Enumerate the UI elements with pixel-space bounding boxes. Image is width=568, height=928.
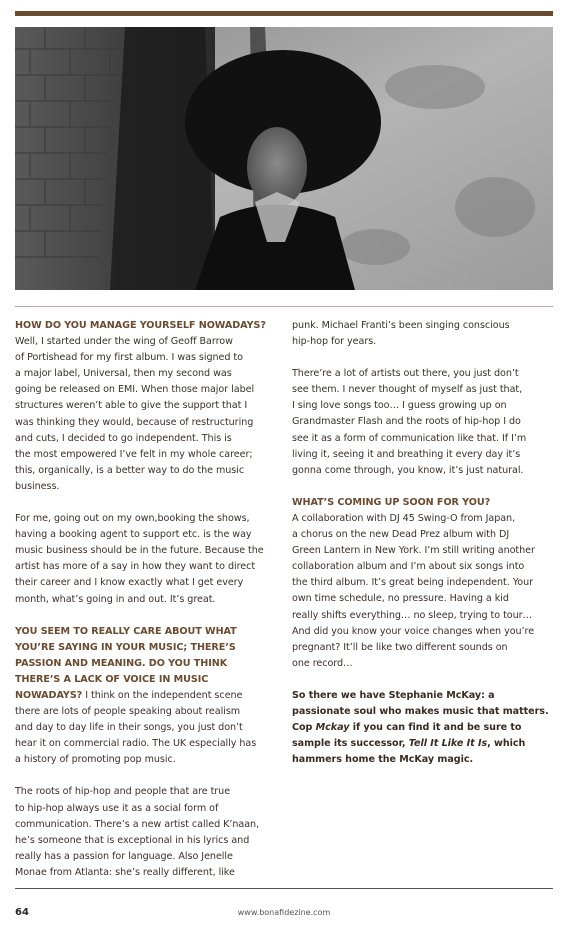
paragraph	[15, 511, 277, 608]
text-line: collaboration album and I’m about six songs into	[292, 561, 525, 573]
text-line: pregnant? It’ll be like two different sounds on	[292, 641, 508, 653]
text-line: Cop	[292, 722, 316, 734]
portrait-photo-icon	[15, 27, 553, 290]
question-heading: PASSION AND MEANING. DO YOU THINK	[15, 657, 228, 669]
text-line: So there we have Stephanie McKay: a	[292, 689, 495, 701]
section-divider	[15, 306, 553, 307]
portrait-photo	[15, 27, 553, 290]
text-line: a major label, Universal, then my second was	[15, 368, 232, 380]
text-line: sample its successor,	[292, 738, 409, 750]
top-rule	[15, 11, 553, 16]
text-line: I sing love songs too… I guess growing up on	[292, 400, 507, 412]
text-line: A collaboration with DJ 45 Swing-O from Japan,	[292, 512, 516, 524]
question-heading: YOU SEEM TO REALLY CARE ABOUT WHAT	[15, 625, 237, 637]
text-line: living it, seeing it and breathing it every day it’s	[292, 448, 521, 460]
text-line: see them. I never thought of myself as just that,	[292, 384, 523, 396]
paragraph	[292, 495, 554, 672]
left-column	[15, 318, 277, 897]
paragraph	[15, 784, 277, 881]
text-line: really shifts everything… no sleep, trying to tour…	[292, 609, 533, 621]
text-line: Green Lantern in New York. I’m still writing another	[292, 545, 535, 557]
text-line: hip-hop for years.	[292, 336, 377, 348]
footer-rule	[15, 888, 553, 889]
text-line: gonna come through, you know, it’s just natural.	[292, 464, 524, 476]
text-line: this, organically, is a better way to do the music	[15, 464, 245, 476]
album-title: Mckay	[315, 722, 350, 734]
text-line: , which	[487, 738, 526, 750]
text-line: There’re a lot of artists out there, you just don’t	[292, 368, 519, 380]
text-line: month, what’s going in and out. It’s great.	[15, 593, 216, 605]
text-line: a chorus on the new Dead Prez album with DJ	[292, 529, 510, 541]
paragraph	[15, 318, 277, 495]
text-line: was thinking they would, because of restructuring	[15, 416, 254, 428]
text-line: if you can find it and be sure to	[349, 722, 522, 734]
text-line: passionate soul who makes music that matters.	[292, 705, 549, 717]
text-line: I think on the independent scene	[82, 689, 243, 701]
text-line: their career and I know exactly what I get every	[15, 577, 244, 589]
question-heading: YOU’RE SAYING IN YOUR MUSIC; THERE’S	[15, 641, 236, 653]
text-line: a history of promoting pop music.	[15, 754, 176, 766]
text-line: business.	[15, 480, 60, 492]
paragraph	[15, 624, 277, 769]
text-line: communication. There’s a new artist called K’naan,	[15, 818, 260, 830]
text-line: to hip-hop always use it as a social form of	[15, 802, 219, 814]
text-line: hammers home the McKay magic.	[292, 754, 474, 766]
text-line: Grandmaster Flash and the roots of hip-hop I do	[292, 416, 521, 428]
text-line: and cuts, I decided to go independent. This is	[15, 432, 232, 444]
website-url: www.bonafidezine.com	[237, 908, 331, 917]
closing-paragraph	[292, 688, 554, 768]
album-title: Tell It Like It Is	[408, 738, 488, 750]
text-line: artist has more of a say in how they want to direct	[15, 561, 256, 573]
text-line: going be released on EMI. When those major label	[15, 384, 255, 396]
text-line: there are lots of people speaking about realism	[15, 706, 241, 718]
paragraph	[292, 318, 554, 350]
text-line: of Portishead for my first album. I was signed to	[15, 352, 243, 364]
question-heading: HOW DO YOU MANAGE YOURSELF NOWADAYS?	[15, 320, 266, 331]
text-line: having a booking agent to support etc. is the way	[15, 529, 252, 541]
text-line: Monae from Atlanta: she’s really different, like	[15, 866, 235, 878]
text-line: he’s someone that is exceptional in his lyrics and	[15, 834, 250, 846]
text-line: the third album. It’s great being independent. Your	[292, 577, 534, 589]
question-heading: THERE’S A LACK OF VOICE IN MUSIC	[15, 673, 209, 685]
text-line: structures weren’t able to give the support that I	[15, 400, 248, 412]
text-line: The roots of hip-hop and people that are true	[15, 786, 231, 798]
question-heading: NOWADAYS?	[15, 689, 83, 701]
paragraph	[292, 366, 554, 479]
text-line: see it as a form of communication like that. If I’m	[292, 432, 527, 444]
text-line: one record…	[292, 657, 353, 669]
right-column	[292, 318, 554, 784]
text-line: own time schedule, no pressure. Having a kid	[292, 593, 509, 605]
text-line: music business should be in the future. Because the	[15, 545, 264, 557]
text-line: and day to day life in their songs, you just don’t	[15, 722, 243, 734]
text-line: Well, I started under the wing of Geoff Barrow	[15, 336, 233, 348]
text-line: punk. Michael Franti’s been singing conscious	[292, 320, 510, 331]
page-number: 64	[15, 907, 29, 918]
text-line: really has a passion for language. Also Jenelle	[15, 850, 233, 862]
text-line: hear it on commercial radio. The UK especially has	[15, 738, 257, 750]
text-line: And did you know your voice changes when you’re	[292, 625, 535, 637]
question-heading: WHAT’S COMING UP SOON FOR YOU?	[292, 496, 491, 508]
text-line: the most empowered I’ve felt in my whole career;	[15, 448, 253, 460]
text-line: For me, going out on my own,booking the shows,	[15, 513, 250, 525]
